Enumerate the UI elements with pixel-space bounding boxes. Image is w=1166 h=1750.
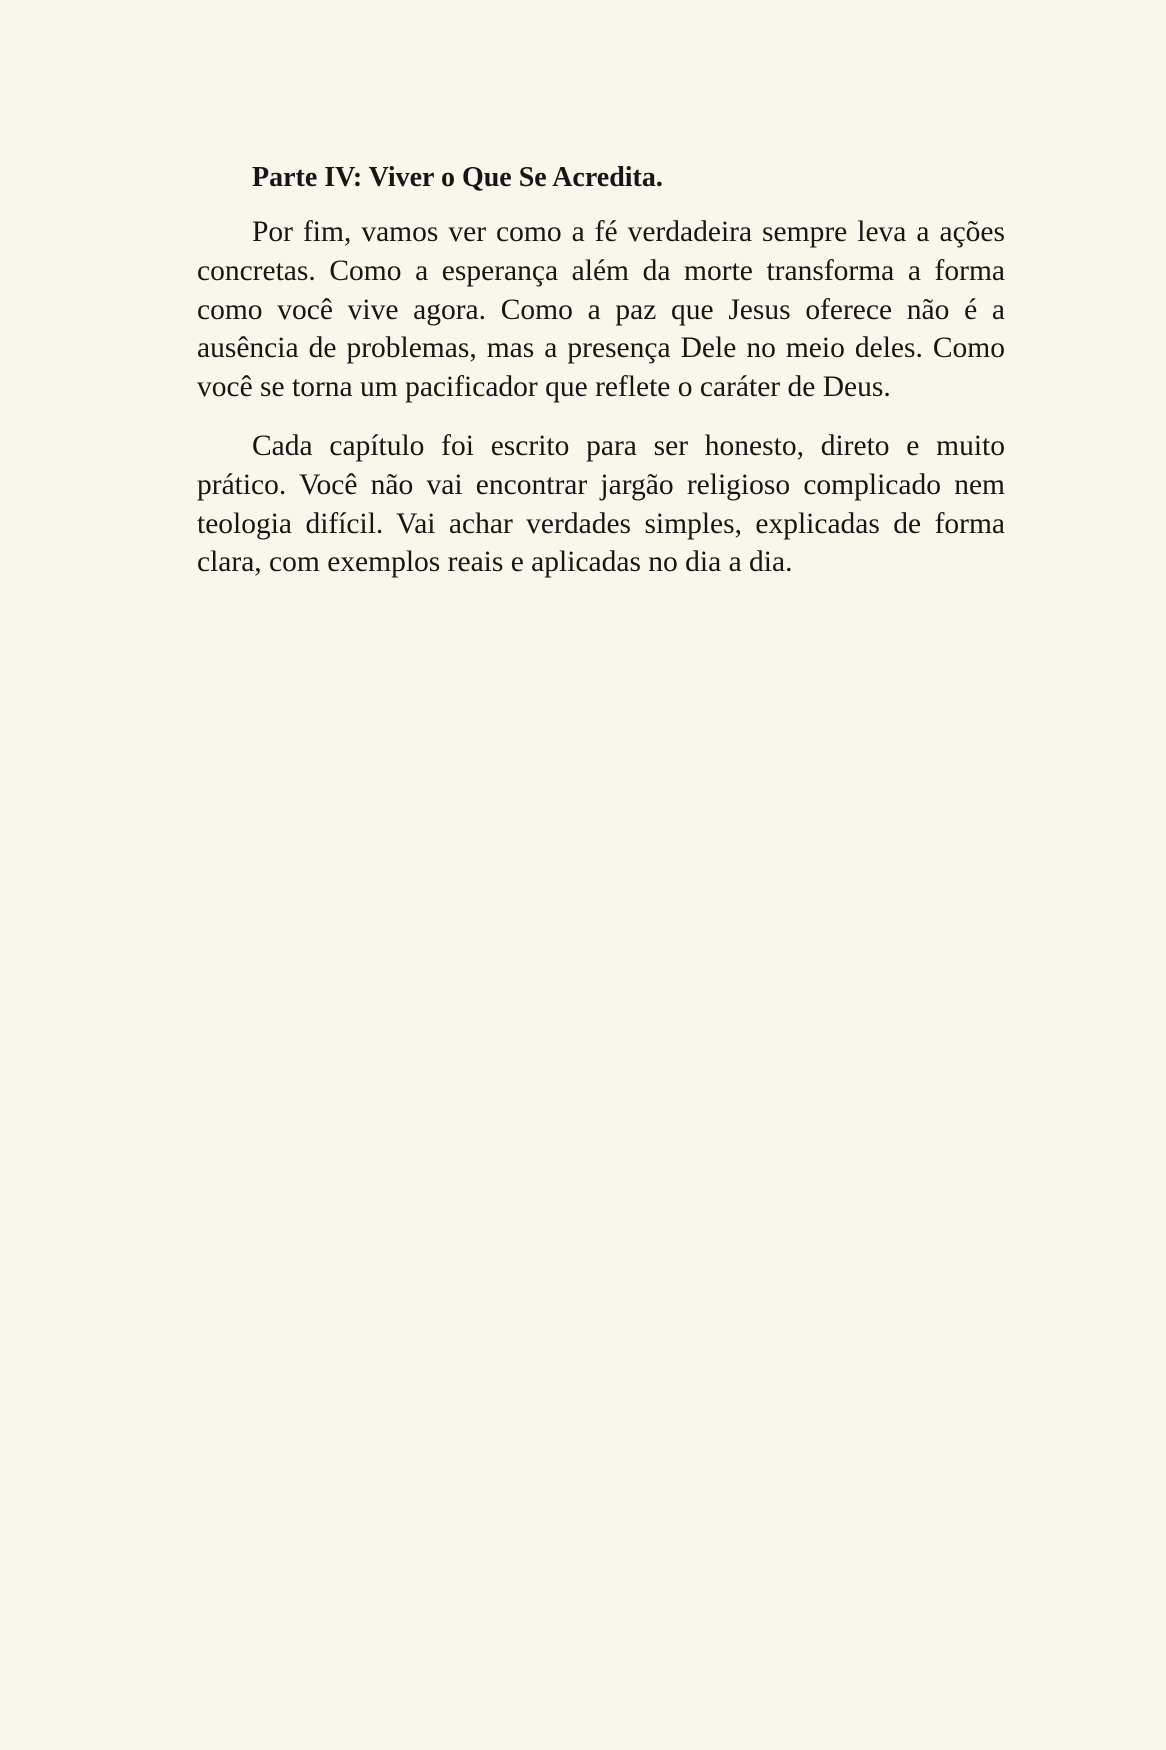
document-body <box>197 158 1005 602</box>
section-heading: Parte IV: Viver o Que Se Acredita. <box>252 162 663 193</box>
paragraph-1: Por fim, vamos ver como a fé verdadeira sempre leva a ações concretas. Como a esperança além da morte transforma a forma como você vive agora. Como a paz que Jesus oferece não é a ausência de problemas, mas a presença Dele no meio deles. Como você se torna um pacificador que reflete o caráter de Deus. <box>197 216 1005 404</box>
paragraph-2: Cada capítulo foi escrito para ser honesto, direto e muito prático. Você não vai encontrar jargão religioso complicado nem teologia difícil. Vai achar verdades simples, explicadas de forma clara, com exemplos reais e aplicadas no dia a dia. <box>197 429 1005 579</box>
